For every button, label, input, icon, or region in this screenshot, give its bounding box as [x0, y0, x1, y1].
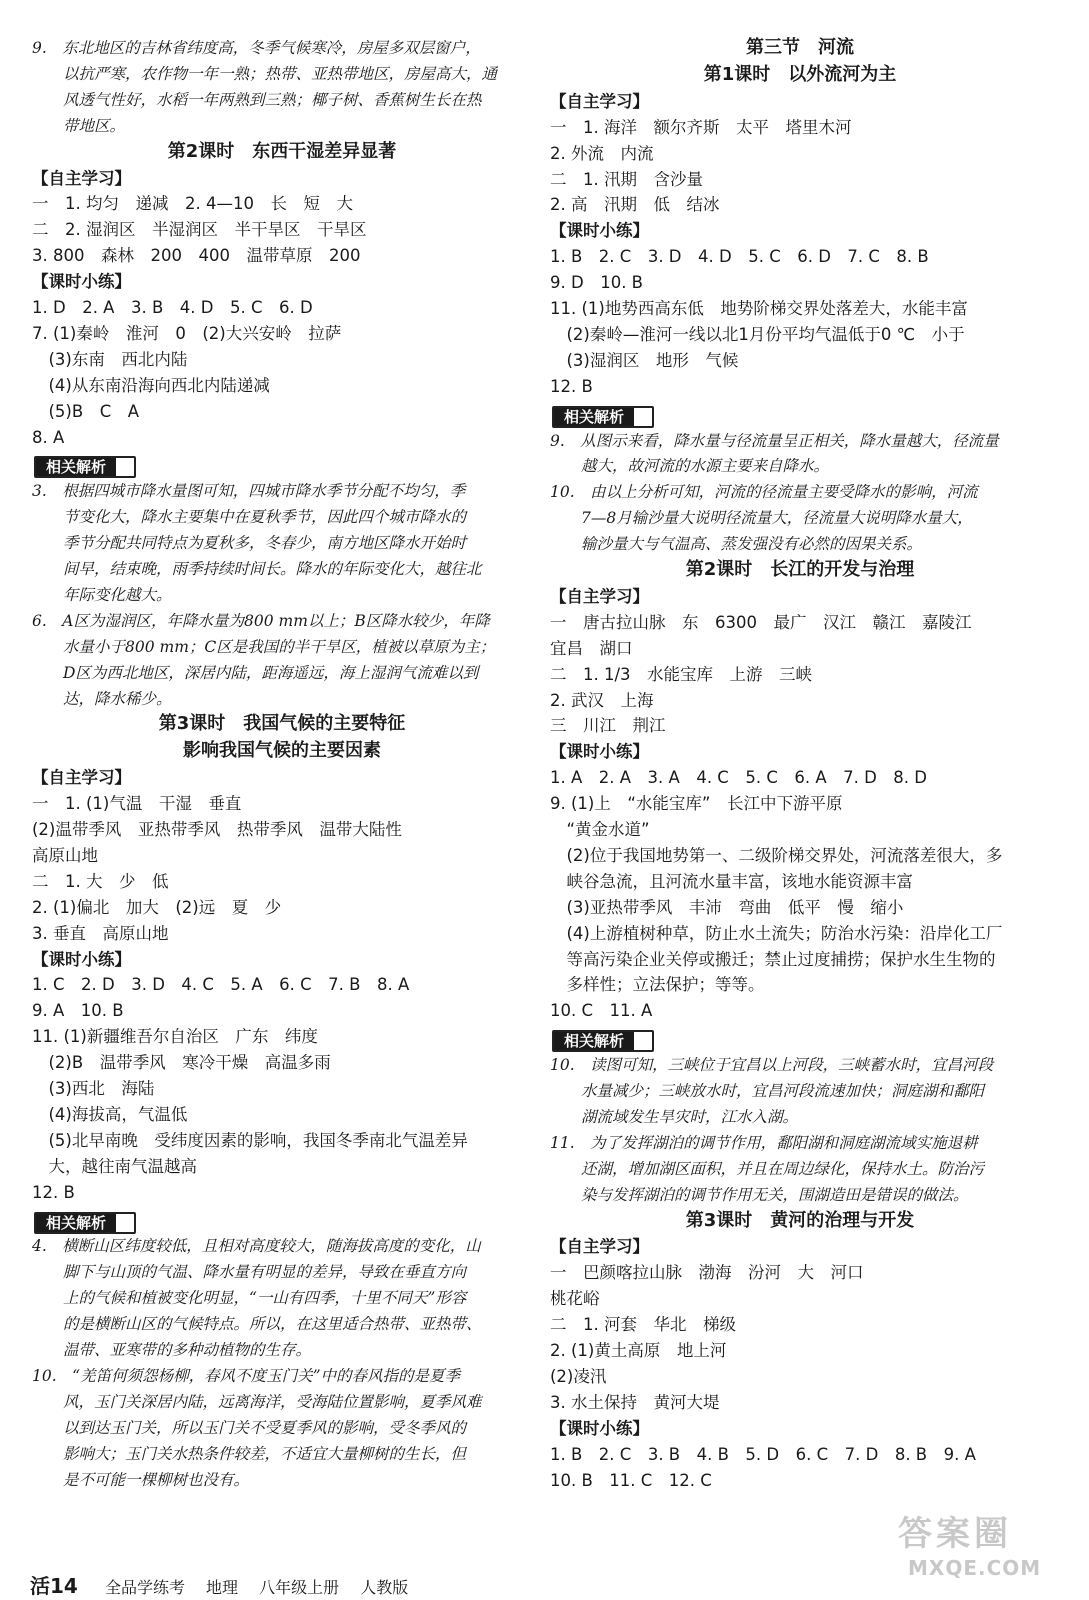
text-line: (3)东南 西北内陆: [32, 349, 188, 369]
related-analysis-tag: [552, 406, 654, 428]
text-line: 一 1. 均匀 递减 2. 4—10 长 短 大: [32, 194, 353, 214]
text-line: (2)B 温带季风 寒冷干燥 高温多雨: [32, 1053, 331, 1073]
text-line: 一 巴颜喀拉山脉 渤海 汾河 大 河口: [550, 1263, 864, 1283]
text-line: 一 唐古拉山脉 东 6300 最广 汉江 赣江 嘉陵江: [550, 612, 972, 632]
text-line: 二 1. 大 少 低: [32, 871, 169, 891]
related-analysis-tag: [34, 456, 136, 478]
subsection-heading: 【课时小练】: [32, 949, 131, 969]
text-line: (5)B C A: [32, 401, 140, 421]
text-line: 9. (1)上 “水能宝库” 长江中下游平原: [550, 794, 843, 814]
text-line: (4)海拔高，气温低: [32, 1104, 188, 1124]
text-line: 一 1. (1)气温 干湿 垂直: [32, 794, 242, 814]
text-line: 大，越往南气温越高: [32, 1156, 197, 1176]
text-line: 3. 水土保持 黄河大堤: [550, 1392, 720, 1412]
text-line: 三 川江 荆江: [550, 716, 666, 736]
text-line: 二 1. 河套 华北 梯级: [550, 1315, 736, 1335]
text-line: (5)北早南晚 受纬度因素的影响，我国冬季南北气温差异: [32, 1130, 468, 1150]
tag-label: 相关解析: [36, 458, 116, 476]
text-line: (2)秦岭—淮河一线以北1月份平均气温低于0 ℃ 小于: [550, 324, 965, 344]
text-line: 1. C 2. D 3. D 4. C 5. A 6. C 7. B 8. A: [32, 975, 410, 995]
text-line: 12. B: [550, 376, 593, 396]
watermark: [880, 1506, 1070, 1586]
text-line: 等高污染企业关停或搬迁；禁止过度捕捞；保护水生生物的: [550, 949, 996, 969]
section-title: 第3课时 我国气候的主要特征: [158, 713, 406, 735]
text-line: 2. 外流 内流: [550, 143, 654, 163]
text-line: 3. 垂直 高原山地: [32, 923, 169, 943]
analysis-line: 的是横断山区的气候特点。所以，在这里适合热带、亚热带、: [32, 1315, 482, 1334]
analysis-line: 7—8月输沙量大说明径流量大，径流量大说明降水量大，: [550, 509, 973, 528]
related-analysis-tag: [34, 1212, 136, 1234]
text-line: 10. B 11. C 12. C: [550, 1470, 712, 1490]
analysis-line: 间早，结束晚，雨季持续时间长。降水的年际变化大，越往北: [32, 560, 482, 578]
text-line: 9. A 10. B: [32, 1001, 124, 1021]
analysis-line: 是不可能一棵柳树也没有。: [32, 1470, 250, 1489]
section-title: 影响我国气候的主要因素: [183, 740, 381, 762]
analysis-line: 风透气性好，水稻一年两熟到三熟；椰子树、香蕉树生长在热: [32, 90, 482, 109]
book-subject: 地理: [206, 1578, 239, 1597]
text-line: (3)湿润区 地形 气候: [550, 350, 739, 370]
text-line: 8. A: [32, 427, 65, 447]
text-line: 1. B 2. C 3. B 4. B 5. D 6. C 7. D 8. B 9. A: [550, 1444, 976, 1464]
subsection-heading: 【课时小练】: [32, 272, 131, 292]
analysis-line: 还湖，增加湖区面积，并且在周边绿化，保持水土。防治污: [550, 1159, 985, 1178]
book-edition: 人教版: [360, 1578, 409, 1597]
analysis-line: 上的气候和植被变化明显，“一山有四季，十里不同天”形容: [32, 1289, 467, 1308]
text-line: 一 1. 海洋 额尔齐斯 太平 塔里木河: [550, 117, 852, 137]
text-line: 1. A 2. A 3. A 4. C 5. C 6. A 7. D 8. D: [550, 768, 928, 788]
text-line: 二 2. 湿润区 半湿润区 半干旱区 干旱区: [32, 220, 367, 240]
text-line: 2. 高 汛期 低 结冰: [550, 195, 720, 215]
text-line: 峡谷急流，且河流水量丰富，该地水能资源丰富: [550, 871, 913, 891]
page-number: 活14: [30, 1574, 78, 1598]
page-footer: [30, 1570, 424, 1599]
analysis-line: 3. 根据四城市降水量图可知，四城市降水季节分配不均匀，季: [32, 482, 466, 501]
section-title: 第2课时 东西干湿差异显著: [167, 140, 397, 162]
text-line: (4)从东南沿海向西北内陆递减: [32, 375, 270, 395]
analysis-line: 温带、亚寒带的多种动植物的生存。: [32, 1341, 312, 1359]
analysis-line: 水量减少；三峡放水时，宜昌河段流速加快；洞庭湖和鄱阳: [550, 1082, 985, 1100]
book-grade: 八年级上册: [259, 1578, 340, 1597]
text-line: (3)亚热带季风 丰沛 弯曲 低平 慢 缩小: [550, 897, 904, 917]
section-title: 第2课时 长江的开发与治理: [685, 559, 915, 580]
text-line: 10. C 11. A: [550, 1001, 653, 1021]
analysis-line: 水量小于800 mm；C区是我国的半干旱区，植被以草原为主；: [32, 637, 496, 656]
subsection-heading: 【自主学习】: [550, 1237, 649, 1257]
text-line: 2. 武汉 上海: [550, 690, 654, 710]
text-line: 9. D 10. B: [550, 273, 643, 293]
analysis-line: 10. 由以上分析可知，河流的径流量主要受降水的影响，河流: [550, 483, 978, 502]
text-line: 多样性；立法保护；等等。: [550, 975, 765, 995]
analysis-line: 10. “羌笛何须怨杨柳，春风不度玉门关”中的春风指的是夏季: [32, 1366, 461, 1385]
subsection-heading: 【自主学习】: [32, 168, 131, 188]
section-title: 第三节 河流: [746, 37, 854, 58]
analysis-line: 湖流域发生旱灾时，江水入湖。: [550, 1107, 799, 1126]
watermark-text: 答案圈: [898, 1514, 1012, 1554]
text-line: 2. (1)偏北 加大 (2)远 夏 少: [32, 897, 282, 917]
subsection-heading: 【自主学习】: [550, 586, 649, 606]
text-line: 12. B: [32, 1182, 75, 1202]
text-line: 3. 800 森林 200 400 温带草原 200: [32, 246, 361, 266]
related-analysis-tag: [552, 1030, 654, 1052]
analysis-line: 以抗严寒，农作物一年一熟；热带、亚热带地区，房屋高大，通: [32, 64, 498, 83]
text-line: 1. D 2. A 3. B 4. D 5. C 6. D: [32, 298, 313, 317]
analysis-line: 季节分配共同特点为夏秋多，冬春少，南方地区降水开始时: [32, 534, 467, 553]
watermark-url: MXQE.COM: [908, 1556, 1042, 1580]
analysis-line: 染与发挥湖泊的调节作用无关，围湖造田是错误的做法。: [550, 1185, 969, 1204]
analysis-line: 风，玉门关深居内陆，远离海洋，受海陆位置影响，夏季风难: [32, 1392, 482, 1411]
text-line: 1. B 2. C 3. D 4. D 5. C 6. D 7. C 8. B: [550, 247, 929, 267]
text-line: (3)西北 海陆: [32, 1079, 155, 1098]
text-line: 11. (1)新疆维吾尔自治区 广东 纬度: [32, 1027, 318, 1047]
text-line: 宜昌 湖口: [550, 638, 633, 658]
text-line: (4)上游植树种草，防止水土流失；防治水污染：沿岸化工厂: [550, 923, 1003, 943]
book-series: 全品学练考: [104, 1578, 185, 1597]
text-line: “黄金水道”: [550, 820, 650, 839]
text-line: 二 1. 汛期 含沙量: [550, 169, 703, 189]
analysis-line: 4. 横断山区纬度较低，且相对高度较大，随海拔高度的变化，山: [32, 1237, 481, 1256]
analysis-line: 输沙量大与气温高、蒸发强没有必然的因果关系。: [550, 535, 923, 554]
text-line: 2. (1)黄土高原 地上河: [550, 1341, 727, 1360]
text-line: 桃花峪: [550, 1289, 600, 1309]
section-title: 第1课时 以外流河为主: [703, 63, 897, 85]
analysis-line: 年际变化越大。: [32, 585, 172, 604]
text-line: 7. (1)秦岭 淮河 0 (2)大兴安岭 拉萨: [32, 323, 342, 343]
analysis-line: 9. 从图示来看，降水量与径流量呈正相关，降水量越大，径流量: [550, 431, 999, 450]
text-line: 二 1. 1/3 水能宝库 上游 三峡: [550, 664, 813, 684]
text-line: (2)位于我国地势第一、二级阶梯交界处，河流落差很大，多: [550, 845, 1003, 865]
analysis-line: 达，降水稀少。: [32, 689, 172, 708]
analysis-line: 越大，故河流的水源主要来自降水。: [550, 457, 830, 476]
analysis-line: 9. 东北地区的吉林省纬度高，冬季气候寒冷，房屋多双层窗户，: [32, 39, 481, 57]
analysis-line: 以到达玉门关，所以玉门关不受夏季风的影响，受冬季风的: [32, 1418, 467, 1437]
text-line: 高原山地: [32, 845, 98, 865]
tag-label: 相关解析: [554, 408, 634, 426]
tag-label: 相关解析: [36, 1214, 116, 1232]
subsection-heading: 【自主学习】: [32, 768, 131, 788]
subsection-heading: 【自主学习】: [550, 91, 649, 111]
text-line: (2)凌汛: [550, 1366, 607, 1386]
analysis-line: 带地区。: [32, 116, 126, 135]
tag-label: 相关解析: [554, 1032, 634, 1050]
analysis-line: 11. 为了发挥湖泊的调节作用，鄱阳湖和洞庭湖流域实施退耕: [550, 1133, 978, 1152]
analysis-line: 节变化大，降水主要集中在夏秋季节，因此四个城市降水的: [32, 508, 467, 527]
section-title: 第3课时 黄河的治理与开发: [685, 1209, 915, 1231]
subsection-heading: 【课时小练】: [550, 742, 649, 762]
analysis-line: D区为西北地区，深居内陆，距海遥远，海上湿润气流难以到: [32, 663, 479, 682]
analysis-line: 10. 读图可知，三峡位于宜昌以上河段，三峡蓄水时，宜昌河段: [550, 1056, 994, 1075]
analysis-line: 6. A区为湿润区，年降水量为800 mm以上；B区降水较少，年降: [32, 611, 490, 630]
subsection-heading: 【课时小练】: [550, 221, 649, 241]
text-line: (2)温带季风 亚热带季风 热带季风 温带大陆性: [32, 820, 402, 839]
text-line: 11. (1)地势西高东低 地势阶梯交界处落差大，水能丰富: [550, 299, 968, 318]
subsection-heading: 【课时小练】: [550, 1418, 649, 1438]
analysis-line: 影响大；玉门关水热条件较差，不适宜大量柳树的生长，但: [32, 1444, 467, 1463]
analysis-line: 脚下与山顶的气温、降水量有明显的差异，导致在垂直方向: [32, 1263, 467, 1282]
